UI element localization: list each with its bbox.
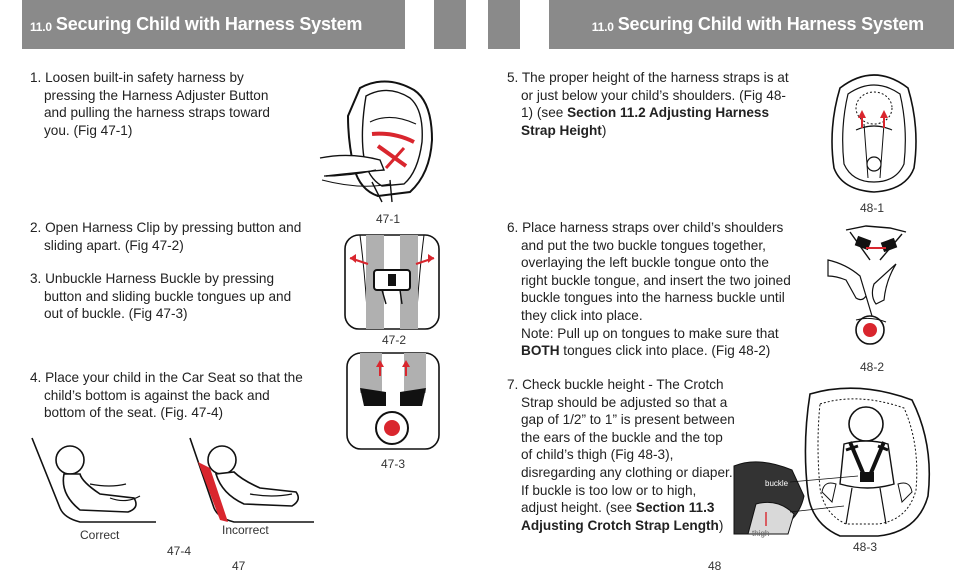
caption-47-2: 47-2 <box>382 333 407 347</box>
step-4: 4. Place your child in the Car Seat so that the child’s bottom is against the back and bottom of the seat. (Fig. 47-4) <box>30 370 303 421</box>
section-number: 11.0 <box>591 19 614 34</box>
figure-47-4-incorrect <box>188 438 318 530</box>
step-6: 6. Place harness straps over child’s shoulders and put the two buckle tongues together, overlaying the left buckle tongue onto the right buckle tongue, and insert the two joined buckle tongues into the harness buckle until they click into place. Note: Pull up on tongues to make sure that BOTH tongues click into place. (Fig 48-2) <box>507 220 791 359</box>
figure-48-3-buckle-height <box>728 384 940 540</box>
figure-48-2-join-tongues <box>826 220 922 356</box>
section-title: Securing Child with Harness System <box>55 14 363 34</box>
caption-47-4: 47-4 <box>167 544 192 558</box>
caption-47-3: 47-3 <box>381 457 406 471</box>
figure-48-1-strap-height <box>826 68 922 196</box>
figure-47-1-car-seat <box>320 72 440 204</box>
caption-47-1: 47-1 <box>376 212 401 226</box>
left-page-header <box>22 0 405 49</box>
step-5: 5. The proper height of the harness straps is at or just below your child’s shoulders. (Fig 48-1) (see Section 11.2 Adjusting Harness Strap Height) <box>507 70 789 138</box>
step-2: 2. Open Harness Clip by pressing button and sliding apart. (Fig 47-2) <box>30 220 302 253</box>
figure-47-2-harness-clip <box>344 234 440 330</box>
figure-47-4-correct <box>30 438 160 530</box>
caption-48-2: 48-2 <box>860 360 885 374</box>
label-incorrect: Incorrect <box>222 523 269 537</box>
label-thigh: thigh <box>752 529 770 538</box>
label-correct: Correct <box>80 528 120 542</box>
page-number-right: 48 <box>708 559 722 573</box>
page-number-left: 47 <box>232 559 246 573</box>
step-1: 1. Loosen built-in safety harness by pressing the Harness Adjuster Button and pulling the harness straps toward you. (Fig 47-1) <box>30 70 270 138</box>
gutter-gap <box>466 0 488 49</box>
step-3: 3. Unbuckle Harness Buckle by pressing button and sliding buckle tongues up and out of buckle. (Fig 47-3) <box>30 271 292 322</box>
caption-48-1: 48-1 <box>860 201 885 215</box>
label-buckle: buckle <box>765 479 789 488</box>
caption-48-3: 48-3 <box>853 540 878 554</box>
section-number: 11.0 <box>30 19 52 34</box>
step-7: 7. Check buckle height - The Crotch Strap should be adjusted so that a gap of 1/2” to 1” is present between the ears of the buckle and the top of child’s thigh (Fig 48-3), disregarding any clothing or diaper. If buckle is too low or to high, adjust height. (see Section 11.3 Adjusting Crotch Strap Length) <box>507 377 735 533</box>
right-page-header <box>549 0 954 49</box>
figure-47-3-buckle <box>346 352 440 450</box>
section-title: Securing Child with Harness System <box>617 14 924 34</box>
